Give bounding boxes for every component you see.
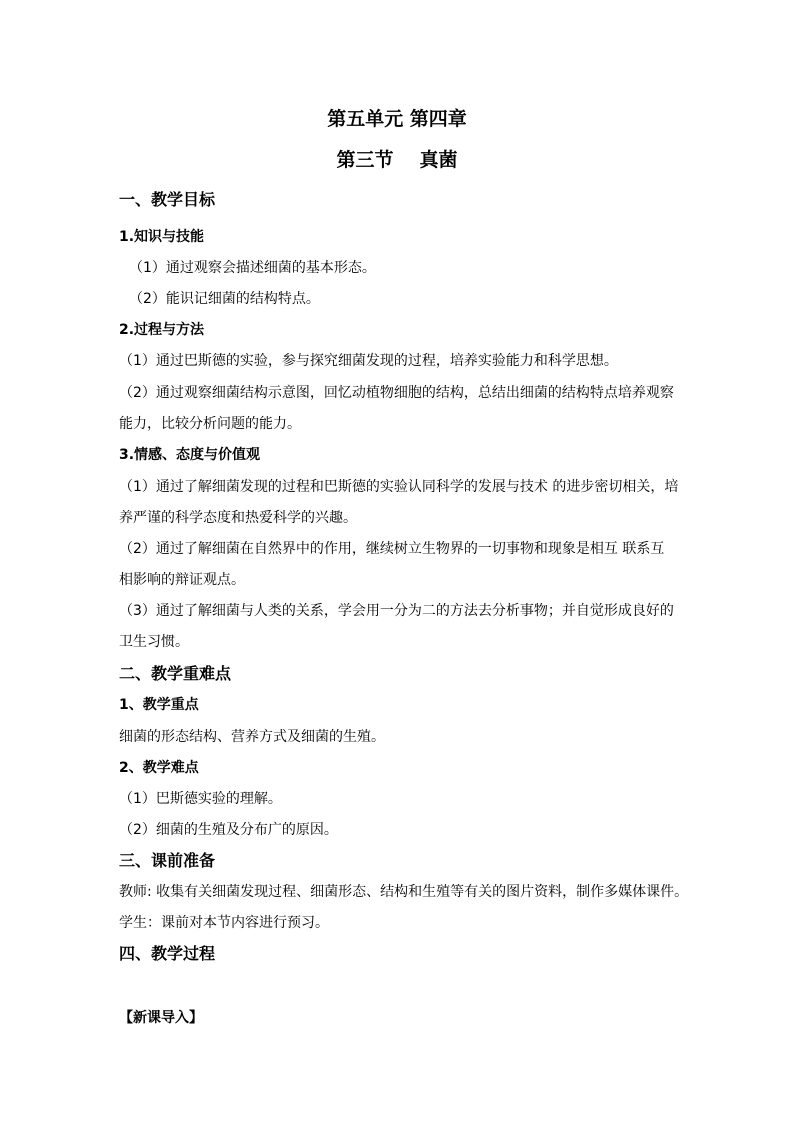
section-name: 真菌 [419,149,458,171]
list-item: （2）能识记细菌的结构特点。 [129,291,320,307]
subheading-attitude-values: 3.情感、态度与价值观 [119,447,261,463]
paragraph-line: 能力，比较分析问题的能力。 [119,416,301,432]
heading-preparation: 三、课前准备 [119,851,216,870]
paragraph-line: 学生：课前对本节内容进行预习。 [119,915,329,931]
subheading-process-method: 2.过程与方法 [119,322,205,338]
list-item: （1）巴斯德实验的理解。 [119,791,282,807]
heading-key-points: 二、教学重难点 [119,664,232,683]
section-number: 第三节 [336,149,394,171]
paragraph-line: 教师: 收集有关细菌发现过程、细菌形态、结构和生殖等有关的图片资料，制作多媒体课件。 [119,884,689,900]
paragraph-line: 细菌的形态结构、营养方式及细菌的生殖。 [119,729,385,745]
paragraph-line: （1）通过了解细菌发现的过程和巴斯德的实验认同科学的发展与技术 的进步密切相关，培 [119,479,679,495]
paragraph-line: 卫生习惯。 [119,634,189,650]
paragraph-line: （3）通过了解细菌与人类的关系，学会用一分为二的方法去分析事物；并自觉形成良好的 [119,603,674,619]
section-title [0,147,794,173]
subheading-key-point: 1、教学重点 [119,697,199,713]
subheading-knowledge-skills: 1.知识与技能 [119,229,205,245]
list-item: （1）通过观察会描述细菌的基本形态。 [129,260,376,276]
list-item: （2）细菌的生殖及分布广的原因。 [119,822,338,838]
paragraph-line: 相影响的辩证观点。 [119,572,245,588]
paragraph-line: （1）通过巴斯德的实验，参与探究细菌发现的过程，培养实验能力和科学思想。 [119,353,618,369]
subheading-new-lesson-intro: 【新课导入】 [119,1010,203,1026]
document-title: 第五单元 第四章 [327,108,467,130]
paragraph-line: （2）通过观察细菌结构示意图，回忆动植物细胞的结构，总结出细菌的结构特点培养观察 [119,385,674,401]
paragraph-line: 养严谨的科学态度和热爱科学的兴趣。 [119,510,357,526]
subheading-difficult-point: 2、教学难点 [119,760,199,776]
heading-teaching-process: 四、教学过程 [119,944,216,963]
heading-teaching-goals: 一、教学目标 [119,190,216,209]
paragraph-line: （2）通过了解细菌在自然界中的作用，继续树立生物界的一切事物和现象是相互 联系互 [119,541,665,557]
